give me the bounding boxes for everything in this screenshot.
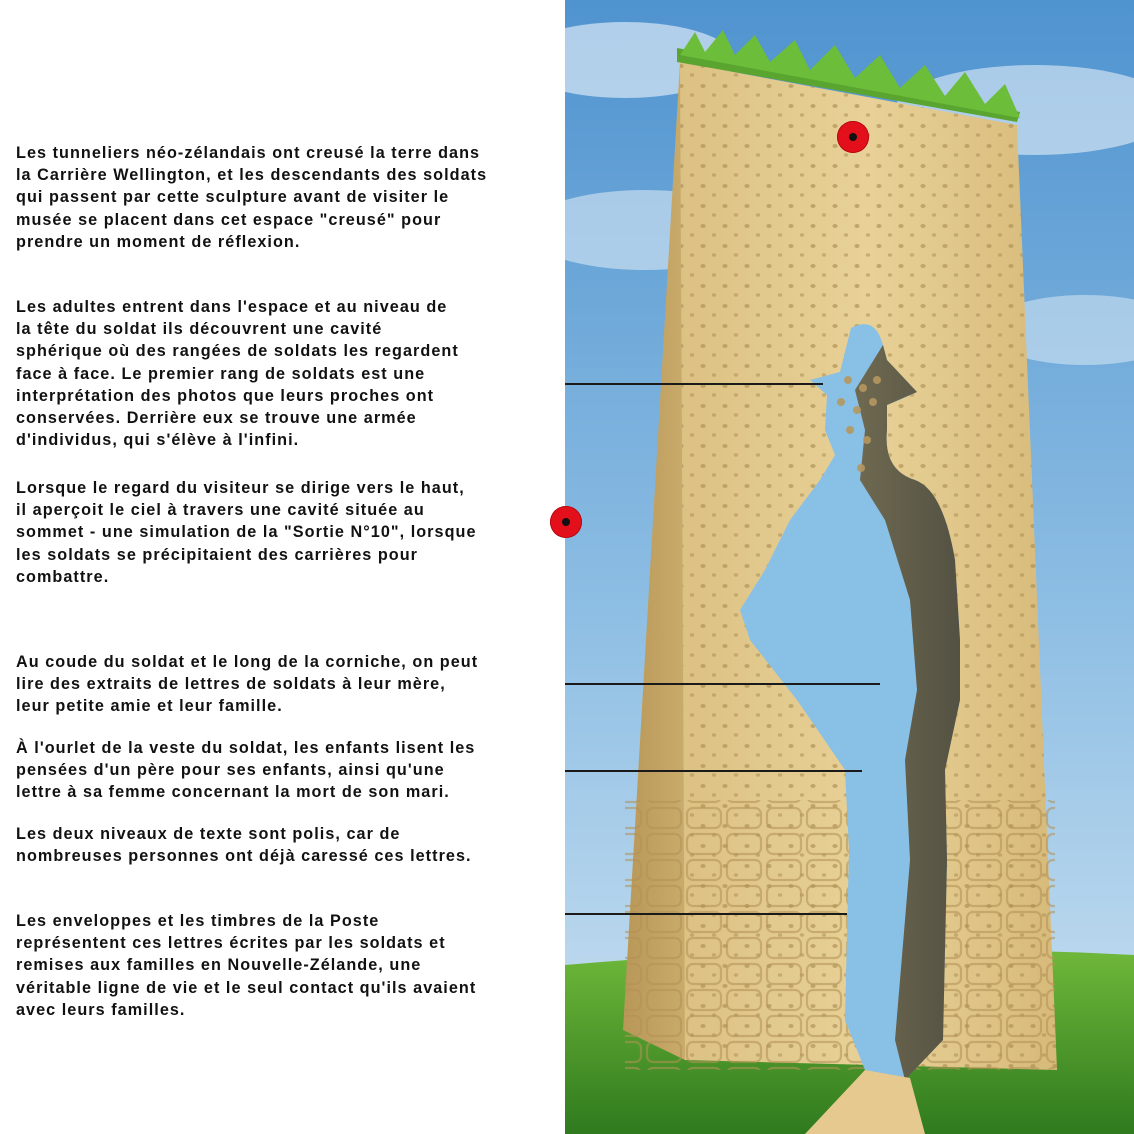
leader-line-head [565, 383, 823, 385]
paragraph-jacket-hem: À l'ourlet de la veste du soldat, les enfants lisent les pensées d'un père pour ses enfants, ainsi qu'une lettre à sa femme concernant la mort de son mari. [16, 739, 476, 802]
sculpture-image [565, 0, 1134, 1134]
paragraph-polished-text: Les deux niveaux de texte sont polis, car de nombreuses personnes ont déjà caressé ces lettres. [16, 825, 472, 866]
paragraph-envelopes-stamps: Les enveloppes et les timbres de la Poste représentent ces lettres écrites par les soldats et remises aux familles en Nouvelle-Zélande, une véritable ligne de vie et le seul contact qu'ils avaient avec leurs familles. [16, 912, 477, 1019]
sculpture-illustration [565, 0, 1134, 1134]
leader-line-envelopes [565, 913, 847, 915]
leader-line-jacket [565, 770, 862, 772]
paragraph-adults-cavity: Les adultes entrent dans l'espace et au niveau de la tête du soldat ils découvrent une cavité sphérique où des rangées de soldats les regardent face à face. Le premier rang de soldats est une interprétation des photos que leurs proches ont conservées. Derrière eux se trouve une armée d'individus, qui s'élève à l'infini. [16, 298, 459, 450]
text-column [0, 0, 565, 1134]
poppy-marker-icon [837, 121, 869, 153]
poppy-marker-icon [550, 506, 582, 538]
paragraph-sky-exit: Lorsque le regard du visiteur se dirige vers le haut, il aperçoit le ciel à travers une cavité située au sommet - une simulation de la "Sortie N°10", lorsque les soldats se précipitaient des carrières pour combattre. [16, 479, 477, 586]
paragraph-tunnellers: Les tunneliers néo-zélandais ont creusé la terre dans la Carrière Wellington, et les descendants des soldats qui passent par cette sculpture avant de visiter le musée se placent dans cet espace "creusé" pour prendre un moment de réflexion. [16, 144, 488, 251]
paragraph-elbow-letters: Au coude du soldat et le long de la corniche, on peut lire des extraits de lettres de soldats à leur mère, leur petite amie et leur famille. [16, 653, 479, 716]
leader-line-elbow [565, 683, 880, 685]
